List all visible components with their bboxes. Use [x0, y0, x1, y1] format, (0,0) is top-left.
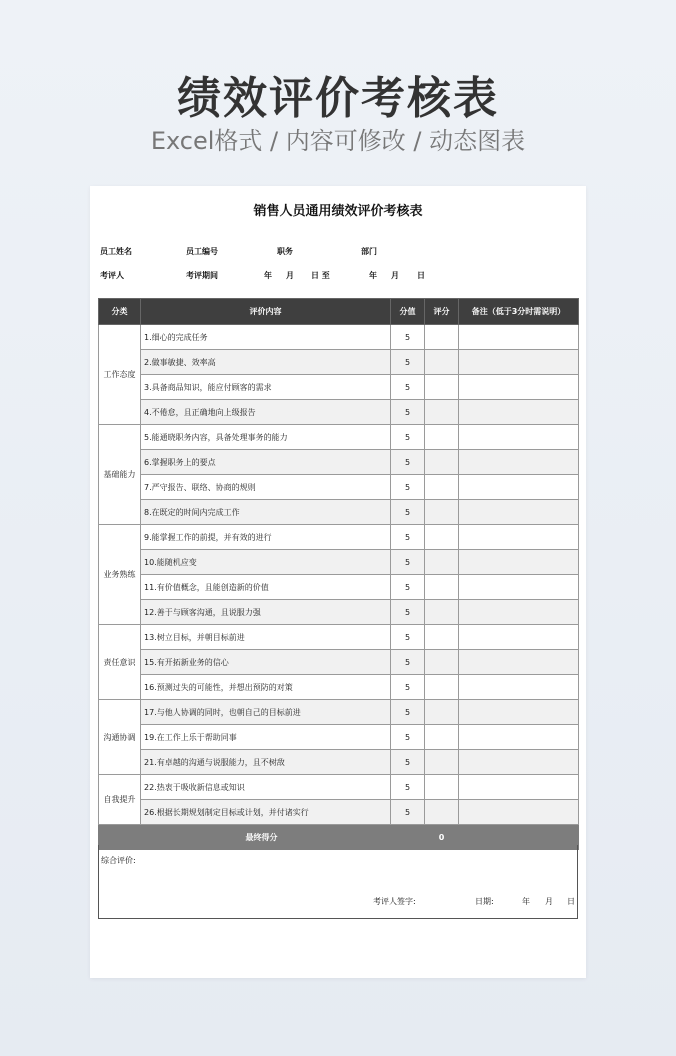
period-end-month: 月 [391, 271, 399, 280]
remarks-input-cell[interactable] [459, 800, 579, 825]
table-row [99, 750, 579, 775]
remarks-input-cell[interactable] [459, 725, 579, 750]
criterion-cell: 8.在既定的时间内完成工作 [141, 500, 391, 525]
score-input-cell[interactable] [425, 725, 459, 750]
remarks-input-cell[interactable] [459, 425, 579, 450]
header-content: 评价内容 [141, 299, 391, 325]
score-input-cell[interactable] [425, 800, 459, 825]
remarks-input-cell[interactable] [459, 475, 579, 500]
points-cell: 5 [391, 325, 425, 350]
criterion-cell: 1.细心的完成任务 [141, 325, 391, 350]
score-input-cell[interactable] [425, 325, 459, 350]
date-month: 月 [545, 897, 553, 906]
points-cell: 5 [391, 400, 425, 425]
table-row [99, 375, 579, 400]
remarks-input-cell[interactable] [459, 525, 579, 550]
category-cell: 自我提升 [99, 775, 141, 825]
score-input-cell[interactable] [425, 500, 459, 525]
score-input-cell[interactable] [425, 550, 459, 575]
points-cell: 5 [391, 475, 425, 500]
points-cell: 5 [391, 500, 425, 525]
category-cell: 业务熟练 [99, 525, 141, 625]
criterion-cell: 6.掌握职务上的要点 [141, 450, 391, 475]
table-row [99, 775, 579, 800]
points-cell: 5 [391, 575, 425, 600]
score-input-cell[interactable] [425, 425, 459, 450]
score-input-cell[interactable] [425, 525, 459, 550]
table-row [99, 625, 579, 650]
criterion-cell: 22.热衷于吸收新信息或知识 [141, 775, 391, 800]
remarks-input-cell[interactable] [459, 350, 579, 375]
criterion-cell: 12.善于与顾客沟通，且说服力强 [141, 600, 391, 625]
table-row [99, 600, 579, 625]
period-end-day: 日 [417, 271, 425, 280]
criterion-cell: 9.能掌握工作的前提，并有效的进行 [141, 525, 391, 550]
criterion-cell: 7.严守报告、联络、协商的规则 [141, 475, 391, 500]
score-input-cell[interactable] [425, 775, 459, 800]
score-input-cell[interactable] [425, 750, 459, 775]
signature-label: 考评人签字: [373, 897, 416, 906]
criterion-cell: 15.有开拓新业务的信心 [141, 650, 391, 675]
score-input-cell[interactable] [425, 625, 459, 650]
points-cell: 5 [391, 675, 425, 700]
criterion-cell: 11.有价值概念，且能创造新的价值 [141, 575, 391, 600]
period-label: 考评期间 [186, 271, 218, 280]
remarks-input-cell[interactable] [459, 600, 579, 625]
category-cell: 责任意识 [99, 625, 141, 700]
score-input-cell[interactable] [425, 450, 459, 475]
period-start-month: 月 [286, 271, 294, 280]
points-cell: 5 [391, 700, 425, 725]
criterion-cell: 19.在工作上乐于帮助同事 [141, 725, 391, 750]
remarks-input-cell[interactable] [459, 625, 579, 650]
criterion-cell: 26.根据长期规划制定目标或计划，并付诸实行 [141, 800, 391, 825]
remarks-input-cell[interactable] [459, 675, 579, 700]
date-day: 日 [567, 897, 575, 906]
score-input-cell[interactable] [425, 600, 459, 625]
remarks-input-cell[interactable] [459, 500, 579, 525]
remarks-input-cell[interactable] [459, 375, 579, 400]
remarks-input-cell[interactable] [459, 400, 579, 425]
points-cell: 5 [391, 425, 425, 450]
evaluation-table [98, 298, 579, 850]
points-cell: 5 [391, 375, 425, 400]
remarks-input-cell[interactable] [459, 325, 579, 350]
remarks-input-cell[interactable] [459, 775, 579, 800]
employee-id-label: 员工编号 [186, 247, 218, 256]
criterion-cell: 17.与他人协调的同时，也朝自己的目标前进 [141, 700, 391, 725]
criterion-cell: 10.能随机应变 [141, 550, 391, 575]
period-start-year: 年 [264, 271, 272, 280]
criterion-cell: 5.能通晓职务内容，具备处理事务的能力 [141, 425, 391, 450]
remarks-input-cell[interactable] [459, 650, 579, 675]
points-cell: 5 [391, 800, 425, 825]
table-row [99, 525, 579, 550]
hero-title: 绩效评价考核表 [177, 73, 499, 124]
total-score: 0 [425, 825, 459, 850]
hero-subtitle: Excel格式 / 内容可修改 / 动态图表 [150, 127, 526, 155]
table-row [99, 675, 579, 700]
table-row [99, 700, 579, 725]
form-sheet [90, 186, 586, 978]
criterion-cell: 2.做事敏捷、效率高 [141, 350, 391, 375]
score-input-cell[interactable] [425, 475, 459, 500]
period-end-year: 年 [369, 271, 377, 280]
sheet-title: 销售人员通用绩效评价考核表 [253, 204, 423, 219]
category-cell: 工作态度 [99, 325, 141, 425]
points-cell: 5 [391, 725, 425, 750]
table-row [99, 550, 579, 575]
header-points: 分值 [391, 299, 425, 325]
points-cell: 5 [391, 550, 425, 575]
points-cell: 5 [391, 775, 425, 800]
remarks-input-cell[interactable] [459, 450, 579, 475]
header-category: 分类 [99, 299, 141, 325]
table-row [99, 475, 579, 500]
criterion-cell: 16.预测过失的可能性，并想出预防的对策 [141, 675, 391, 700]
table-row [99, 325, 579, 350]
table-row [99, 575, 579, 600]
points-cell: 5 [391, 750, 425, 775]
category-cell: 沟通协调 [99, 700, 141, 775]
overall-evaluation-label: 综合评价: [101, 856, 136, 865]
points-cell: 5 [391, 450, 425, 475]
criterion-cell: 3.具备商品知识，能应付顾客的需求 [141, 375, 391, 400]
remarks-input-cell[interactable] [459, 575, 579, 600]
points-cell: 5 [391, 600, 425, 625]
table-row [99, 425, 579, 450]
period-start-day: 日 至 [311, 271, 330, 280]
points-cell: 5 [391, 525, 425, 550]
employee-name-label: 员工姓名 [100, 247, 132, 256]
table-row [99, 725, 579, 750]
total-label: 最终得分 [99, 825, 425, 850]
score-input-cell[interactable] [425, 375, 459, 400]
table-row [99, 400, 579, 425]
table-row [99, 650, 579, 675]
table-row [99, 800, 579, 825]
table-row [99, 350, 579, 375]
table-row [99, 450, 579, 475]
department-label: 部门 [361, 247, 377, 256]
remarks-input-cell[interactable] [459, 750, 579, 775]
points-cell: 5 [391, 350, 425, 375]
category-cell: 基础能力 [99, 425, 141, 525]
position-label: 职务 [277, 247, 293, 256]
criterion-cell: 21.有卓越的沟通与说服能力，且不树敌 [141, 750, 391, 775]
header-remarks: 备注（低于3分时需说明） [459, 299, 579, 325]
points-cell: 5 [391, 625, 425, 650]
criterion-cell: 4.不倦怠，且正确地向上级报告 [141, 400, 391, 425]
score-input-cell[interactable] [425, 700, 459, 725]
header-score: 评分 [425, 299, 459, 325]
table-header-row [99, 299, 579, 325]
date-label: 日期: [475, 897, 494, 906]
assessor-label: 考评人 [100, 271, 124, 280]
score-input-cell[interactable] [425, 575, 459, 600]
date-year: 年 [522, 897, 530, 906]
score-input-cell[interactable] [425, 350, 459, 375]
criterion-cell: 13.树立目标，并朝目标前进 [141, 625, 391, 650]
remarks-input-cell[interactable] [459, 550, 579, 575]
score-input-cell[interactable] [425, 675, 459, 700]
table-row [99, 500, 579, 525]
points-cell: 5 [391, 650, 425, 675]
overall-evaluation-box[interactable] [98, 845, 578, 919]
score-input-cell[interactable] [425, 650, 459, 675]
remarks-input-cell[interactable] [459, 700, 579, 725]
score-input-cell[interactable] [425, 400, 459, 425]
